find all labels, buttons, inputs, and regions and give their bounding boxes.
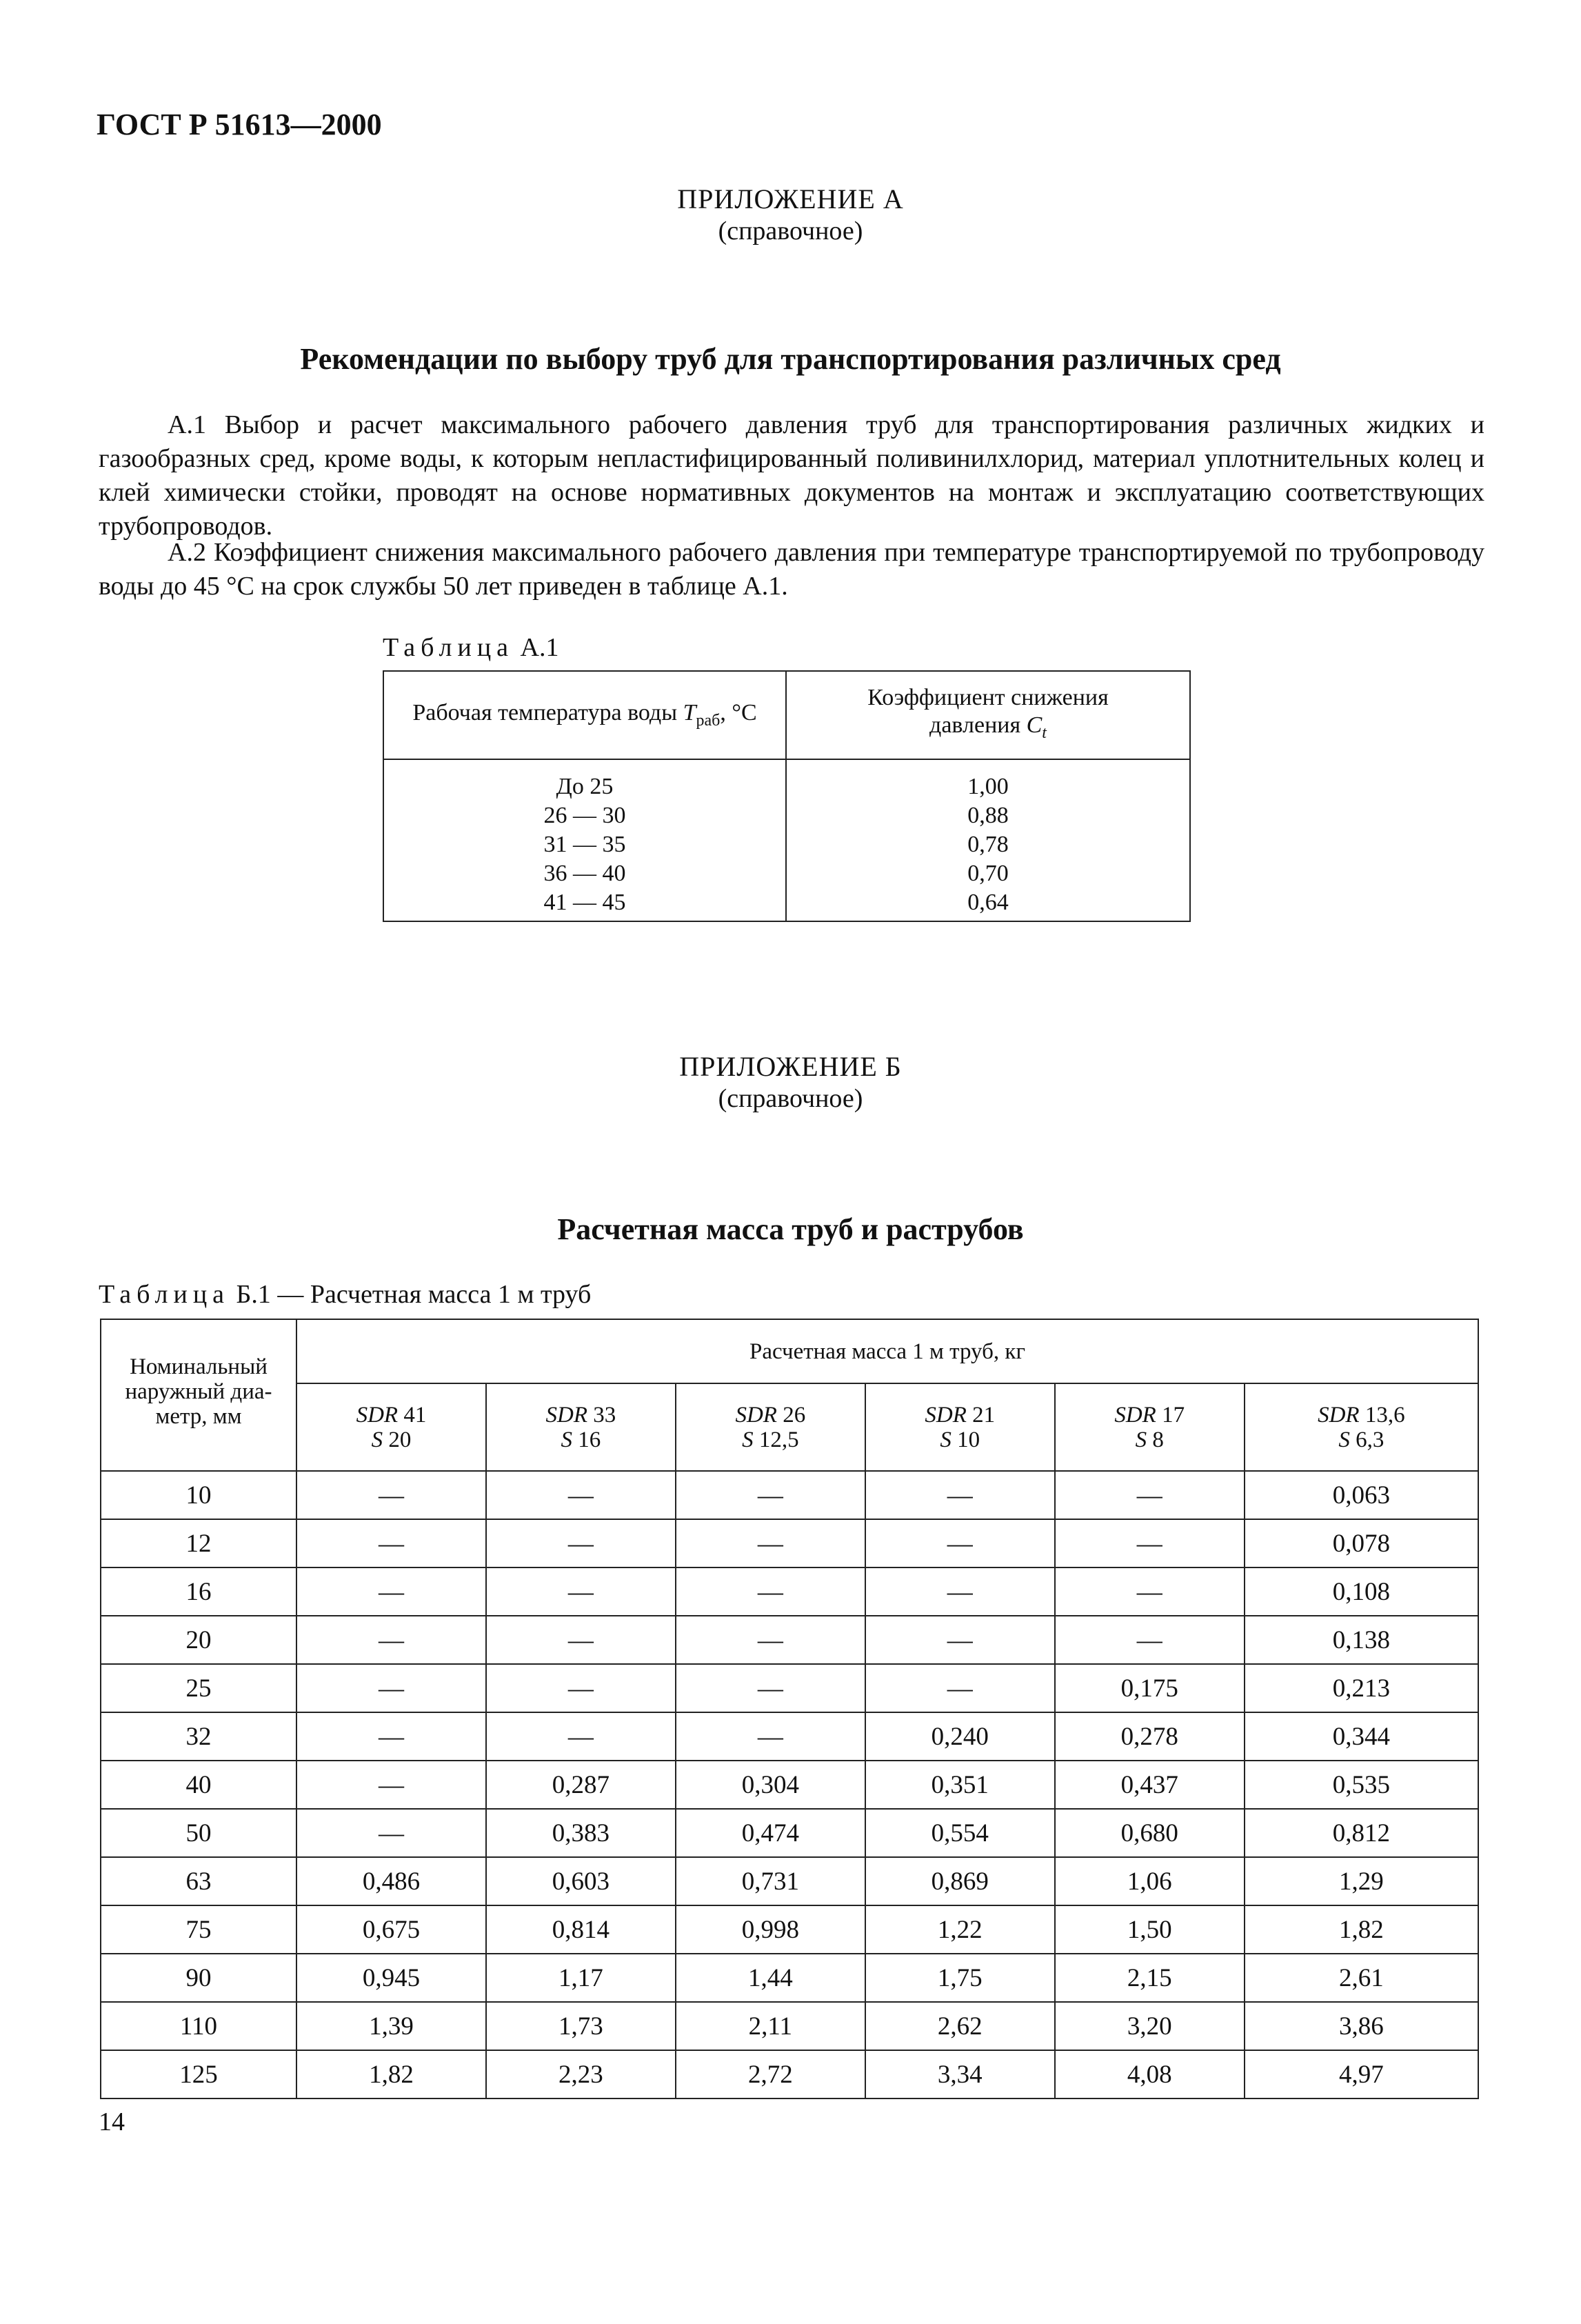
table-cell-mass: — [865, 1664, 1055, 1712]
table-a1-temp: 26 — 30 [543, 803, 626, 828]
table-a1-caption-word: Таблица [383, 633, 514, 662]
table-cell-mass: — [296, 1471, 486, 1519]
table-a1-coef: 1,00 [967, 774, 1009, 799]
table-cell-mass: 0,814 [486, 1905, 676, 1954]
table-cell-diameter: 40 [101, 1761, 296, 1809]
table-a1 [383, 670, 1191, 922]
table-cell-mass: 2,11 [676, 2002, 865, 2050]
table-cell-mass: 0,945 [296, 1954, 486, 2002]
table-b1-header-sdr41: SDR 41 S 20 [296, 1383, 486, 1471]
table-a1-header-row [383, 671, 1190, 759]
table-cell-mass: — [676, 1664, 865, 1712]
table-row [101, 1712, 1478, 1761]
table-a1-temp: 31 — 35 [543, 832, 626, 857]
table-cell-mass: — [1055, 1471, 1245, 1519]
table-cell-mass: 0,383 [486, 1809, 676, 1857]
table-b1-header-row-1 [101, 1319, 1478, 1383]
table-cell-mass: 0,535 [1245, 1761, 1478, 1809]
table-cell-mass: 4,08 [1055, 2050, 1245, 2098]
table-cell-mass: 0,675 [296, 1905, 486, 1954]
table-cell-mass: 2,61 [1245, 1954, 1478, 2002]
table-cell-mass: 0,437 [1055, 1761, 1245, 1809]
table-row [101, 1857, 1478, 1905]
paragraph-a1-number: А.1 [168, 410, 206, 439]
table-b1-header-row-2 [101, 1383, 1478, 1471]
table-row [101, 2050, 1478, 2098]
table-cell-mass: — [486, 1471, 676, 1519]
table-cell-diameter: 90 [101, 1954, 296, 2002]
table-b1-header-sdr26: SDR 26 S 12,5 [676, 1383, 865, 1471]
table-cell-diameter: 20 [101, 1616, 296, 1664]
table-a1-header-coefficient: Коэффициент снижения давления $C_t$ [786, 671, 1190, 759]
table-cell-mass: — [1055, 1519, 1245, 1567]
table-cell-mass: — [486, 1664, 676, 1712]
table-cell-mass: 1,39 [296, 2002, 486, 2050]
table-cell-mass: 2,23 [486, 2050, 676, 2098]
table-cell-diameter: 32 [101, 1712, 296, 1761]
table-b1-caption-text: Б.1 — Расчетная масса 1 м труб [236, 1280, 592, 1309]
table-cell-mass: — [486, 1616, 676, 1664]
table-b1-header-group: Расчетная масса 1 м труб, кг [296, 1319, 1478, 1383]
table-b1-header-sdr21: SDR 21 S 10 [865, 1383, 1055, 1471]
table-row [101, 1471, 1478, 1519]
appendix-b-section-title: Расчетная масса труб и раструбов [557, 1212, 1024, 1246]
table-cell-diameter: 63 [101, 1857, 296, 1905]
table-cell-mass: — [296, 1712, 486, 1761]
table-cell-diameter: 12 [101, 1519, 296, 1567]
table-a1-temp: 36 — 40 [543, 861, 626, 886]
table-cell-mass: — [865, 1519, 1055, 1567]
table-cell-mass: 1,17 [486, 1954, 676, 2002]
table-cell-mass: 0,175 [1055, 1664, 1245, 1712]
table-row [101, 1616, 1478, 1664]
table-cell-mass: 0,344 [1245, 1712, 1478, 1761]
table-b1 [100, 1319, 1479, 2099]
table-cell-mass: 3,86 [1245, 2002, 1478, 2050]
table-cell-mass: 0,486 [296, 1857, 486, 1905]
table-cell-mass: 1,82 [1245, 1905, 1478, 1954]
table-a1-caption [383, 632, 558, 663]
table-a1-header-temperature: Рабочая температура воды $T_{раб}$, °С [383, 671, 786, 759]
table-cell-mass: 1,44 [676, 1954, 865, 2002]
table-row [101, 1761, 1478, 1809]
table-cell-diameter: 10 [101, 1471, 296, 1519]
table-row [101, 1954, 1478, 2002]
table-cell-mass: — [865, 1616, 1055, 1664]
table-b1-caption [99, 1279, 591, 1310]
table-cell-mass: — [676, 1712, 865, 1761]
table-b1-header-sdr17: SDR 17 S 8 [1055, 1383, 1245, 1471]
table-cell-mass: 0,213 [1245, 1664, 1478, 1712]
table-cell-diameter: 25 [101, 1664, 296, 1712]
document-code: ГОСТ Р 51613—2000 [97, 108, 382, 141]
table-cell-mass: 2,15 [1055, 1954, 1245, 2002]
table-a1-caption-number: А.1 [520, 633, 559, 662]
table-cell-mass: 0,731 [676, 1857, 865, 1905]
table-cell-mass: — [865, 1471, 1055, 1519]
table-row [101, 1567, 1478, 1616]
table-cell-mass: 1,29 [1245, 1857, 1478, 1905]
appendix-b-subtitle: (справочное) [718, 1084, 863, 1113]
table-cell-mass: 0,078 [1245, 1519, 1478, 1567]
table-cell-mass: 0,138 [1245, 1616, 1478, 1664]
table-cell-mass: 0,240 [865, 1712, 1055, 1761]
table-b1-body [101, 1471, 1478, 2098]
table-cell-mass: — [1055, 1616, 1245, 1664]
table-cell-mass: 1,82 [296, 2050, 486, 2098]
table-row [101, 2002, 1478, 2050]
table-cell-diameter: 16 [101, 1567, 296, 1616]
table-cell-mass: 0,680 [1055, 1809, 1245, 1857]
table-cell-mass: 2,62 [865, 2002, 1055, 2050]
appendix-a-title: ПРИЛОЖЕНИЕ А [677, 183, 904, 214]
table-cell-mass: — [296, 1809, 486, 1857]
table-a1-coef: 0,88 [967, 803, 1009, 828]
table-cell-mass: 1,73 [486, 2002, 676, 2050]
table-cell-diameter: 75 [101, 1905, 296, 1954]
table-cell-mass: 0,603 [486, 1857, 676, 1905]
table-row [101, 1809, 1478, 1857]
table-b1-caption-word: Таблица [99, 1280, 230, 1309]
table-cell-mass: 0,869 [865, 1857, 1055, 1905]
table-cell-mass: — [296, 1519, 486, 1567]
paragraph-a1-text: Выбор и расчет максимального рабочего давления труб для транспортирования различных жидких и газообразных сред, кроме воды, к которым непластифицированный поливинилхлорид, материал уплотнительных колец и клей химически стойки, проводят на основе нормативных документов на монтаж и эксплуатацию соответствующих трубопроводов. [99, 410, 1484, 541]
table-cell-diameter: 125 [101, 2050, 296, 2098]
table-cell-mass: 0,278 [1055, 1712, 1245, 1761]
table-b1-header-sdr33: SDR 33 S 16 [486, 1383, 676, 1471]
table-a1-coef: 0,70 [967, 861, 1009, 886]
table-a1-coefficients-cell [786, 759, 1190, 921]
table-cell-mass: 0,108 [1245, 1567, 1478, 1616]
table-cell-mass: — [486, 1519, 676, 1567]
table-cell-mass: — [865, 1567, 1055, 1616]
table-cell-mass: — [296, 1664, 486, 1712]
paragraph-a2-number: А.2 [168, 538, 206, 567]
table-cell-mass: — [296, 1761, 486, 1809]
table-cell-mass: 2,72 [676, 2050, 865, 2098]
table-cell-mass: — [486, 1567, 676, 1616]
table-cell-mass: 0,304 [676, 1761, 865, 1809]
appendix-a-section-title: Рекомендации по выбору труб для транспортирования различных сред [300, 342, 1281, 376]
table-cell-mass: 0,063 [1245, 1471, 1478, 1519]
table-cell-mass: 1,22 [865, 1905, 1055, 1954]
table-cell-mass: — [486, 1712, 676, 1761]
table-cell-mass: 3,34 [865, 2050, 1055, 2098]
table-a1-body-row [383, 759, 1190, 921]
table-cell-mass: 0,998 [676, 1905, 865, 1954]
table-cell-diameter: 110 [101, 2002, 296, 2050]
table-cell-mass: 3,20 [1055, 2002, 1245, 2050]
table-row [101, 1664, 1478, 1712]
appendix-b-title: ПРИЛОЖЕНИЕ Б [679, 1051, 902, 1082]
table-cell-mass: — [296, 1567, 486, 1616]
table-cell-mass: 0,351 [865, 1761, 1055, 1809]
paragraph-a2-text: Коэффициент снижения максимального рабочего давления при температуре транспортируемой по трубопроводу воды до 45 °С на срок службы 50 лет приведен в таблице А.1. [99, 538, 1485, 601]
table-cell-mass: — [296, 1616, 486, 1664]
appendix-a-subtitle: (справочное) [718, 217, 863, 246]
table-cell-diameter: 50 [101, 1809, 296, 1857]
table-b1-header-diameter: Номинальный наружный диа- метр, мм [101, 1319, 296, 1471]
table-cell-mass: — [676, 1616, 865, 1664]
paragraph-a2 [99, 536, 1484, 603]
table-cell-mass: — [676, 1471, 865, 1519]
table-b1-header-sdr13-6: SDR 13,6 S 6,3 [1245, 1383, 1478, 1471]
table-cell-mass: 0,812 [1245, 1809, 1478, 1857]
table-a1-coef: 0,64 [967, 890, 1009, 915]
page-number: 14 [99, 2107, 125, 2136]
table-cell-mass: 1,50 [1055, 1905, 1245, 1954]
table-cell-mass: — [676, 1567, 865, 1616]
table-cell-mass: 4,97 [1245, 2050, 1478, 2098]
table-a1-temp: 41 — 45 [543, 890, 626, 915]
table-cell-mass: — [676, 1519, 865, 1567]
table-cell-mass: — [1055, 1567, 1245, 1616]
table-row [101, 1519, 1478, 1567]
table-cell-mass: 0,474 [676, 1809, 865, 1857]
table-cell-mass: 0,287 [486, 1761, 676, 1809]
table-row [101, 1905, 1478, 1954]
table-cell-mass: 1,75 [865, 1954, 1055, 2002]
table-a1-temperatures-cell [383, 759, 786, 921]
table-a1-temp: До 25 [556, 774, 614, 799]
paragraph-a1 [99, 408, 1484, 543]
table-cell-mass: 0,554 [865, 1809, 1055, 1857]
table-cell-mass: 1,06 [1055, 1857, 1245, 1905]
table-a1-coef: 0,78 [967, 832, 1009, 857]
